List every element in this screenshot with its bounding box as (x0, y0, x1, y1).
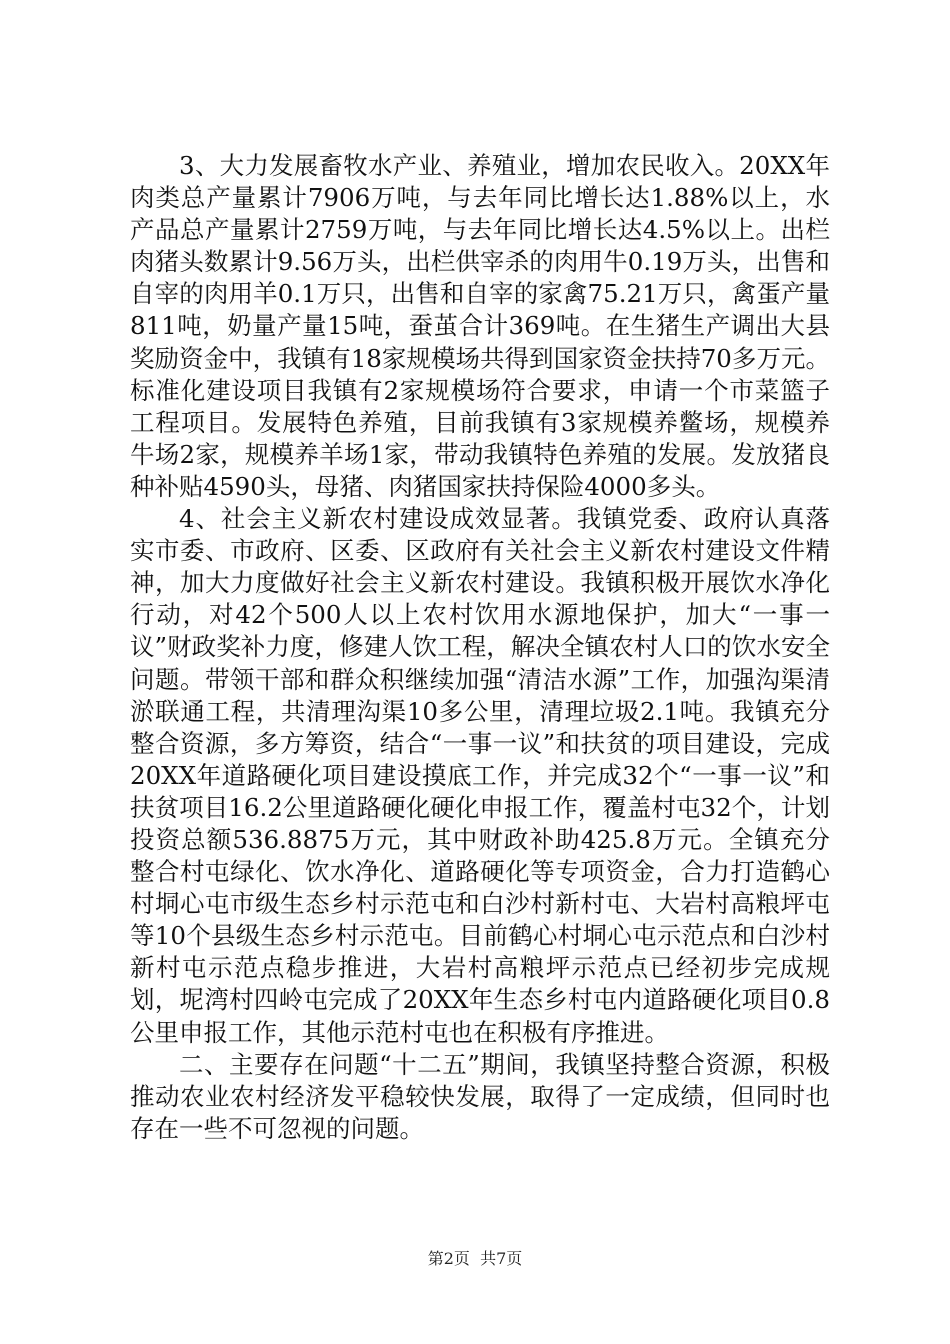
paragraph-livestock: 3、大力发展畜牧水产业、养殖业，增加农民收入。20XX年肉类总产量累计7906万吨，与去年同比增长达1.88%以上，水产品总产量累计2759万吨，与去年同比增长达4.5%以上。出栏肉猪头数累计9.56万头，出栏供宰杀的肉用牛0.19万头，出售和自宰的肉用羊0.1万只，出售和自宰的家禽75.21万只，禽蛋产量811吨，奶量产量15吨，蚕茧合计369吨。在生猪生产调出大县奖励资金中，我镇有18家规模场共得到国家资金扶持70多万元。标准化建设项目我镇有2家规模场符合要求，申请一个市菜篮子工程项目。发展特色养殖，目前我镇有3家规模养鳖场，规模养牛场2家，规模养羊场1家，带动我镇特色养殖的发展。发放猪良种补贴4590头，母猪、肉猪国家扶持保险4000多头。 (130, 151, 830, 501)
document-body (130, 150, 830, 1145)
page-number-footer: 第2页 共7页 (427, 1249, 523, 1268)
paragraph-problems: 二、主要存在问题“十二五”期间，我镇坚持整合资源，积极推动农业农村经济发平稳较快发展，取得了一定成绩，但同时也存在一些不可忽视的问题。 (130, 1049, 830, 1143)
paragraph-new-countryside: 4、社会主义新农村建设成效显著。我镇党委、政府认真落实市委、市政府、区委、区政府有关社会主义新农村建设文件精神，加大力度做好社会主义新农村建设。我镇积极开展饮水净化行动，对42个500人以上农村饮用水源地保护，加大“一事一议”财政奖补力度，修建人饮工程，解决全镇农村人口的饮水安全问题。带领干部和群众积继续加强“清洁水源”工作，加强沟渠清淤联通工程，共清理沟渠10多公里，清理垃圾2.1吨。我镇充分整合资源，多方筹资，结合“一事一议”和扶贫的项目建设，完成20XX年道路硬化项目建设摸底工作，并完成32个“一事一议”和扶贫项目16.2公里道路硬化硬化申报工作，覆盖村屯32个，计划投资总额536.8875万元，其中财政补助425.8万元。全镇充分整合村屯绿化、饮水净化、道路硬化等专项资金，合力打造鹤心村垌心屯市级生态乡村示范屯和白沙村新村屯、大岩村高粮坪屯等10个县级生态乡村示范屯。目前鹤心村垌心屯示范点和白沙村新村屯示范点稳步推进，大岩村高粮坪示范点已经初步完成规划，坭湾村四岭屯完成了20XX年生态乡村屯内道路硬化项目0.8公里申报工作，其他示范村屯也在积极有序推进。 (130, 504, 830, 1047)
